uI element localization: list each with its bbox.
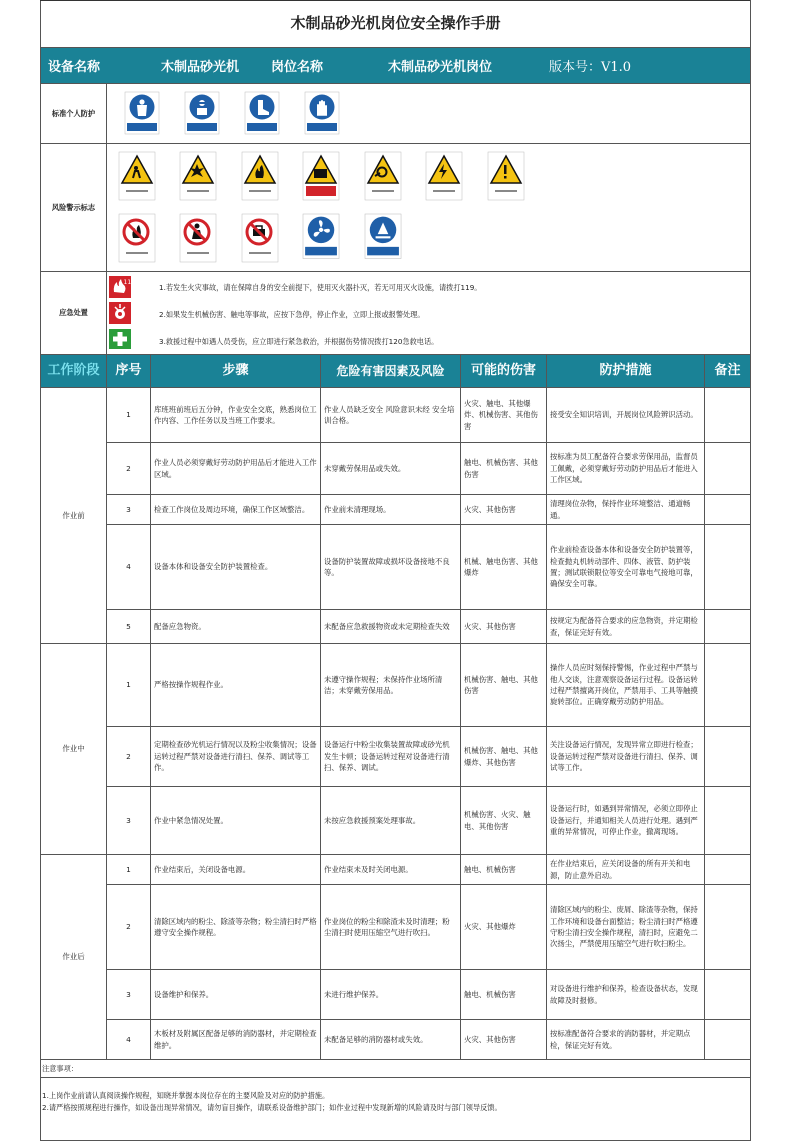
- seq-cell: 4: [107, 1020, 151, 1060]
- harm-cell: 火灾、其他伤害: [461, 1020, 547, 1060]
- emergency-step-1: 1.若发生火灾事故，请在保障自身的安全前提下，使用灭火器扑灭，若无可用灭火设施，请拨打119。: [159, 283, 482, 292]
- explosion-warning-icon: [180, 152, 216, 203]
- emergency-area: [107, 272, 751, 355]
- ppe-label: 标准个人防护: [41, 84, 107, 144]
- harm-cell: 触电、机械伤害: [461, 970, 547, 1020]
- step-cell: 木板材及附属区配备足够的消防器材，并定期检查维护。: [151, 1020, 321, 1060]
- step-cell: 库班班前班后五分钟，作业安全交底，熟悉岗位工作内容、工作任务以及当班工作要求。: [151, 388, 321, 443]
- step-cell: 作业结束后，关闭设备电源。: [151, 855, 321, 885]
- no-touch-warning-icon: [303, 152, 339, 203]
- seq-cell: 1: [107, 388, 151, 443]
- harm-cell: 机械、触电伤害、其他爆炸: [461, 525, 547, 610]
- remark-cell: [705, 388, 751, 443]
- equipment-label: 设备名称: [48, 60, 101, 75]
- ppe-sign-row: [107, 84, 751, 144]
- remark-cell: [705, 495, 751, 525]
- version-label: 版本号：V1.0: [549, 60, 632, 75]
- wear-mask-icon: [365, 214, 399, 259]
- remark-cell: [705, 727, 751, 787]
- hazard-cell: 未按应急救援预案处理事故。: [321, 787, 461, 855]
- harm-cell: 火灾、其他伤害: [461, 495, 547, 525]
- col-measure: 防护措施: [547, 355, 705, 388]
- harm-cell: 机械伤害、火灾、触电、其他伤害: [461, 787, 547, 855]
- step-cell: 作业人员必须穿戴好劳动防护用品后才能进入工作区域。: [151, 443, 321, 495]
- mechanical-injury-icon: [365, 152, 401, 203]
- ventilation-icon: [303, 214, 337, 259]
- measure-cell: 按标准为员工配备符合要求劳保用品，监督员工佩戴，必须穿戴好劳动防护用品后才能进入工作区域。: [547, 443, 705, 495]
- remark-cell: [705, 443, 751, 495]
- seq-cell: 4: [107, 525, 151, 610]
- hazard-cell: 作业人员缺乏安全 风险意识未经 安全培训合格。: [321, 388, 461, 443]
- hazard-cell: 未进行维护保养。: [321, 970, 461, 1020]
- post-value: 木制品砂光机岗位: [388, 60, 493, 75]
- svg-text:119: 119: [123, 279, 135, 286]
- remark-cell: [705, 855, 751, 885]
- stage-cell: 作业前: [41, 388, 107, 644]
- equipment-value: 木制品砂光机: [161, 60, 240, 75]
- seq-cell: 3: [107, 970, 151, 1020]
- table-row: [41, 885, 751, 970]
- harm-cell: 火灾、触电、其他爆炸、机械伤害、其他伤害: [461, 388, 547, 443]
- measure-cell: 按规定为配备符合要求的应急物资，并定期检查，保证完好有效。: [547, 610, 705, 644]
- table-row: [41, 610, 751, 644]
- caution-icon: [488, 152, 524, 203]
- fire-warning-icon: [242, 152, 278, 203]
- seq-cell: 3: [107, 787, 151, 855]
- table-row: [41, 644, 751, 727]
- step-cell: 设备本体和设备安全防护装置检查。: [151, 525, 321, 610]
- step-cell: 严格按操作规程作业。: [151, 644, 321, 727]
- measure-cell: 按标准配备符合要求的消防器材，并定期点检，保证完好有效。: [547, 1020, 705, 1060]
- measure-cell: 在作业结束后，应关闭设备的所有开关和电源，防止意外启动。: [547, 855, 705, 885]
- emergency-step-3: 3.救援过程中如遇人员受伤，应立即进行紧急救治，并根据伤势情况拨打120急救电话。: [159, 337, 439, 346]
- harm-cell: 触电、机械伤害: [461, 855, 547, 885]
- hazard-cell: 未配备足够的消防器材或失效。: [321, 1020, 461, 1060]
- seq-cell: 1: [107, 644, 151, 727]
- measure-cell: 设备运行时，如遇到异常情况，必须立即停止设备运行，并通知相关人员进行处理。遇到严重的异常情况，可停止作业，撤离现场。: [547, 787, 705, 855]
- hazard-cell: 设备防护装置故障或损坏设备接地不良等。: [321, 525, 461, 610]
- remark-cell: [705, 787, 751, 855]
- table-row: [41, 970, 751, 1020]
- harm-cell: 机械伤害、触电、其他爆炸、其他伤害: [461, 727, 547, 787]
- remark-cell: [705, 610, 751, 644]
- hazard-cell: 作业岗位的粉尘和除渣未及时清理；粉尘清扫时使用压缩空气进行吹扫。: [321, 885, 461, 970]
- step-cell: 清除区域内的粉尘、除渣等杂物；粉尘清扫时严格遵守安全操作规程。: [151, 885, 321, 970]
- remark-cell: [705, 644, 751, 727]
- harm-cell: 火灾、其他伤害: [461, 610, 547, 644]
- remark-cell: [705, 885, 751, 970]
- hazard-cell: 作业前未清理现场。: [321, 495, 461, 525]
- page-title: 木制品砂光机岗位安全操作手册: [41, 1, 751, 48]
- dust-warning-icon: [119, 152, 155, 203]
- measure-cell: 作业前检查设备本体和设备安全防护装置等，检查抛丸机转动部件、四体、液管、防护装置；测试联锁限位等安全可靠电气接地可靠，确保安全可靠。: [547, 525, 705, 610]
- hazard-cell: 未遵守操作规程；未保持作业场所清洁；未穿戴劳保用品。: [321, 644, 461, 727]
- remark-cell: [705, 970, 751, 1020]
- stage-cell: 作业中: [41, 644, 107, 855]
- safety-manual-sheet: [40, 0, 750, 1141]
- emergency-alarm-icon: [109, 302, 131, 327]
- measure-cell: 关注设备运行情况，发现异常立即进行检查；设备运转过程严禁对设备进行清扫、保养、调试等工作。: [547, 727, 705, 787]
- warning-sign-area: [107, 144, 751, 272]
- remark-cell: [705, 525, 751, 610]
- col-hazard: 危险有害因素及风险: [321, 355, 461, 388]
- table-row: [41, 388, 751, 443]
- emergency-step-2: 2.如果发生机械伤害、触电等事故，应按下急停，停止作业，立即上报或报警处理。: [159, 310, 425, 319]
- harm-cell: 触电、机械伤害、其他伤害: [461, 443, 547, 495]
- col-remark: 备注: [705, 355, 751, 388]
- table-row: [41, 525, 751, 610]
- col-harm: 可能的伤害: [461, 355, 547, 388]
- step-cell: 检查工作岗位及周边环境，确保工作区域整洁。: [151, 495, 321, 525]
- protective-suit-icon: [125, 92, 159, 137]
- hazard-cell: 未配备应急救援物资或未定期检查失效: [321, 610, 461, 644]
- safety-glasses-icon: [185, 92, 219, 137]
- no-operation-icon: [242, 214, 278, 265]
- seq-cell: 2: [107, 443, 151, 495]
- table-row: [41, 787, 751, 855]
- harm-cell: 火灾、其他爆炸: [461, 885, 547, 970]
- table-row: [41, 443, 751, 495]
- harm-cell: 机械伤害、触电、其他伤害: [461, 644, 547, 727]
- notes-label: 注意事项：: [41, 1060, 751, 1078]
- remark-cell: [705, 1020, 751, 1060]
- col-step: 步骤: [151, 355, 321, 388]
- post-label: 岗位名称: [271, 60, 324, 75]
- seq-cell: 2: [107, 727, 151, 787]
- manual-table: [40, 0, 751, 1141]
- seq-cell: 5: [107, 610, 151, 644]
- emergency-label: 应急处置: [41, 272, 107, 355]
- procedure-rows: [41, 388, 751, 1060]
- step-cell: 作业中紧急情况处置。: [151, 787, 321, 855]
- note-item: 2.请严格按照规程进行操作，如设备出现异常情况，请勿盲目操作，请联系设备维护部门；如作业过程中发现新增的风险请及时与部门领导反馈。: [42, 1103, 502, 1113]
- seq-cell: 2: [107, 885, 151, 970]
- seq-cell: 1: [107, 855, 151, 885]
- safety-boots-icon: [245, 92, 279, 137]
- step-cell: 配备应急物资。: [151, 610, 321, 644]
- measure-cell: 清除区域内的粉尘、废屑、除渣等杂物，保持工作环境和设备台面整洁；粉尘清扫时严格遵守粉尘清扫安全操作规程，清扫时，应避免二次扬尘，严禁使用压缩空气进行吹扫粉尘。: [547, 885, 705, 970]
- hazard-cell: 作业结束未及时关闭电源。: [321, 855, 461, 885]
- measure-cell: 接受安全知识培训，开展岗位风险辨识活动。: [547, 388, 705, 443]
- measure-cell: 清理岗位杂物，保持作业环境整洁、通道畅通。: [547, 495, 705, 525]
- measure-cell: 操作人员应时刻保持警惕，作业过程中严禁与他人交谈，注意观察设备运行过程。设备运转过程严禁擅离开岗位，严禁用手、工具等触摸旋转部位。正确穿戴劳动防护用品。: [547, 644, 705, 727]
- warning-label: 风险警示标志: [41, 144, 107, 272]
- table-row: [41, 855, 751, 885]
- table-row: [41, 727, 751, 787]
- seq-cell: 3: [107, 495, 151, 525]
- first-aid-icon: [109, 329, 131, 352]
- notes-body: [41, 1078, 751, 1141]
- no-wearing-gloves-icon: [180, 214, 216, 265]
- step-cell: 定期检查砂光机运行情况以及粉尘收集情况；设备运转过程严禁对设备进行清扫、保养、调试等工作。: [151, 727, 321, 787]
- equipment-header-bar: [41, 48, 751, 84]
- table-row: [41, 1020, 751, 1060]
- step-cell: 设备维护和保养。: [151, 970, 321, 1020]
- note-item: 1.上岗作业前请认真阅读操作规程，知晓并掌握本岗位存在的主要风险及对应的防护措施。: [42, 1091, 330, 1100]
- no-fire-icon: [119, 214, 155, 265]
- stage-cell: 作业后: [41, 855, 107, 1060]
- table-row: [41, 495, 751, 525]
- protective-gloves-icon: [305, 92, 339, 137]
- col-stage: 工作阶段: [41, 355, 107, 388]
- fire-119-icon: [109, 276, 135, 301]
- measure-cell: 对设备进行维护和保养，检查设备状态，发现故障及时报修。: [547, 970, 705, 1020]
- electric-shock-icon: [426, 152, 462, 203]
- hazard-cell: 设备运行中粉尘收集装置故障或砂光机发生卡顿；设备运转过程对设备进行清扫、保养、调试。: [321, 727, 461, 787]
- col-seq: 序号: [107, 355, 151, 388]
- hazard-cell: 未穿戴劳保用品或失效。: [321, 443, 461, 495]
